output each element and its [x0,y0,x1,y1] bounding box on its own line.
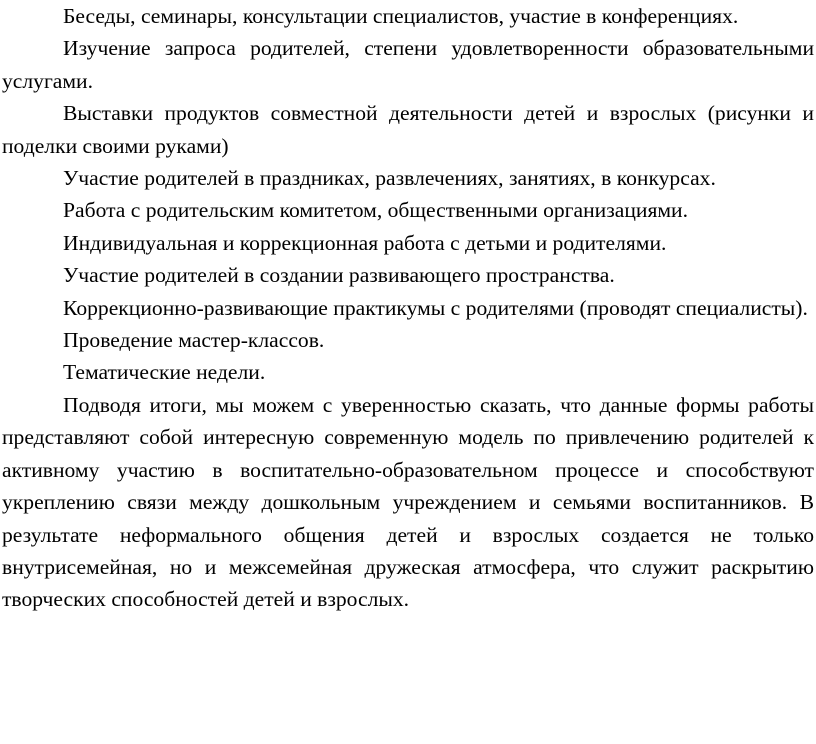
paragraph-parent-survey: Изучение запроса родителей, степени удовлетворенности образовательными услугами. [2,36,814,93]
paragraph-holidays: Участие родителей в праздниках, развлечениях, занятиях, в конкурсах. [63,166,716,191]
paragraph-individual-work: Индивидуальная и коррекционная работа с детьми и родителями. [63,230,667,255]
paragraph-master-classes: Проведение мастер-классов. [63,328,325,353]
paragraph-conversations: Беседы, семинары, консультации специалистов, участие в конференциях. [63,4,739,28]
paragraph-conclusion: Подводя итоги, мы можем с уверенностью сказать, что данные формы работы представляют собой интересную современную модель по привлечению родителей к активному участию в воспитательно-образовательном процессе и способствуют укреплению связи между дошкольным учреждением и семьями воспитанников. В результате неформального общения детей и взрослых создается не только внутрисемейная, но и межсемейная дружеская атмосфера, что служит раскрытию творческих способностей детей и взрослых. [2,392,814,612]
paragraph-workshops: Коррекционно-развивающие практикумы с родителями (проводят специалисты). [63,295,808,320]
paragraph-exhibitions: Выставки продуктов совместной деятельности детей и взрослых (рисунки и поделки своими руками) [2,101,814,158]
paragraph-developing-space: Участие родителей в создании развивающего пространства. [63,263,615,288]
paragraph-parent-committee: Работа с родительским комитетом, общественными организациями. [63,198,689,223]
paragraph-thematic-weeks: Тематические недели. [63,360,266,385]
